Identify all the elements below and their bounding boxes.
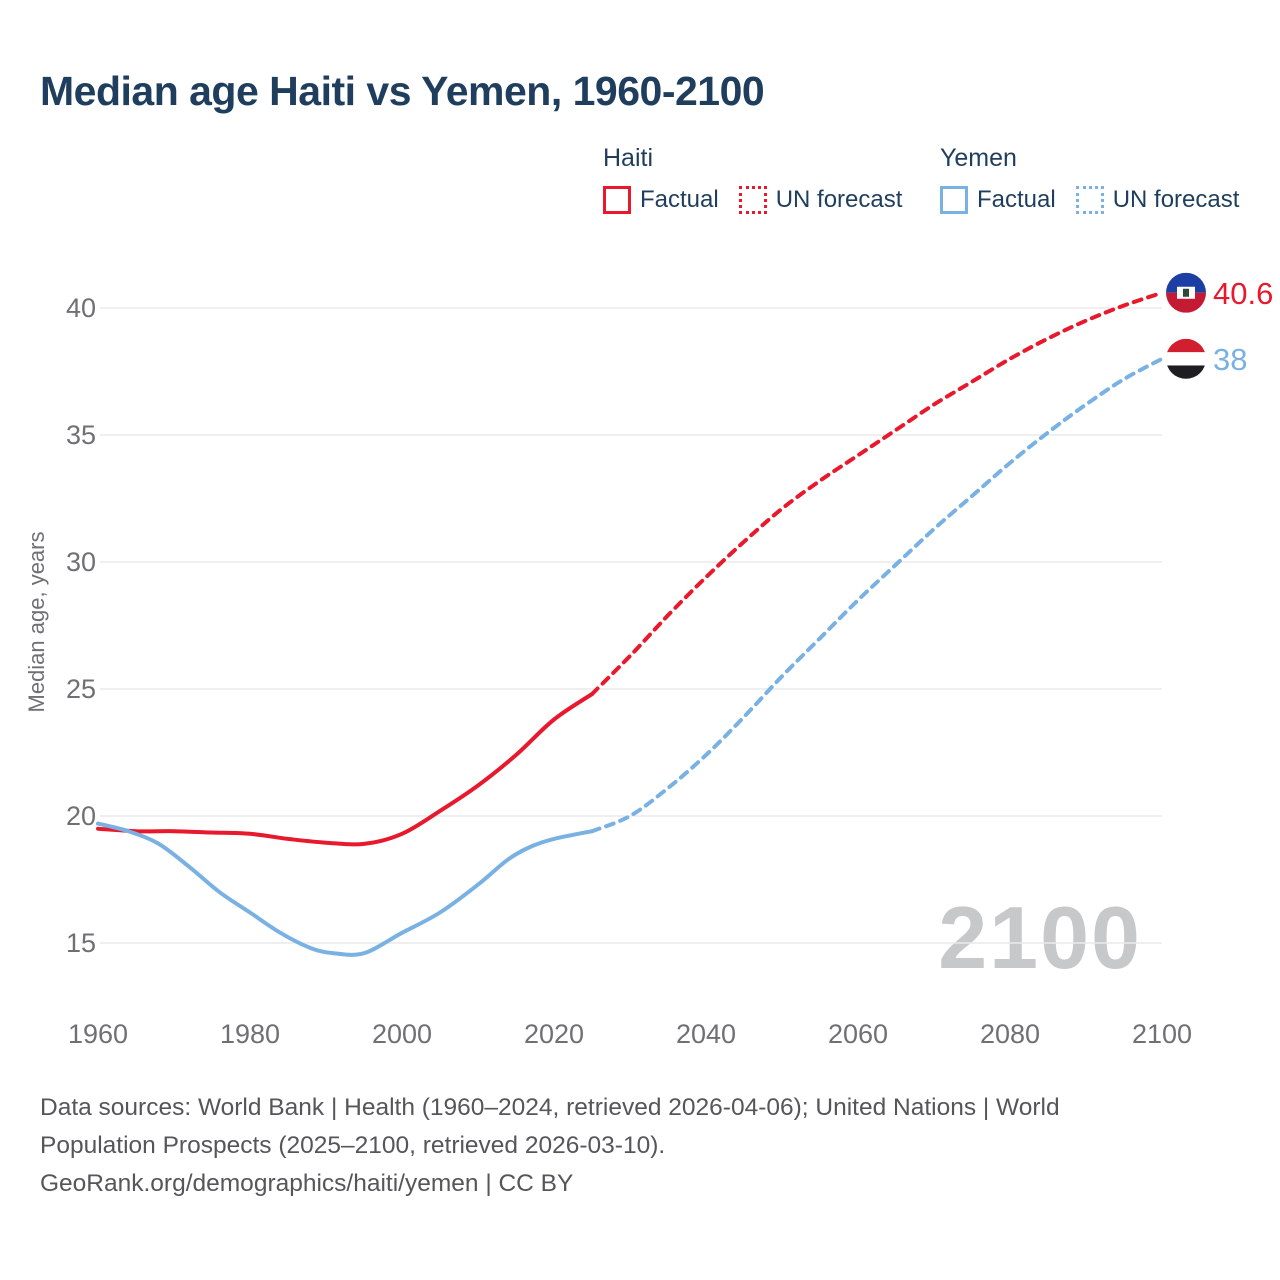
- y-tick-label: 40: [65, 293, 96, 323]
- y-tick-label: 30: [65, 547, 96, 577]
- series-line-haiti-factual: [98, 694, 592, 844]
- x-tick-label: 2020: [523, 1019, 585, 1049]
- series-line-yemen-forecast: [592, 359, 1162, 831]
- yemen-flag-stripe: [1166, 352, 1206, 366]
- yemen-flag-icon: [1166, 339, 1206, 380]
- haiti-flag-icon: [1166, 273, 1206, 313]
- page-title: Median age Haiti vs Yemen, 1960-2100: [40, 68, 765, 114]
- legend-item-label: Factual: [640, 186, 719, 213]
- y-tick-label: 35: [65, 420, 96, 450]
- x-tick-label: 2040: [675, 1019, 737, 1049]
- watermark-year-text: 2100: [938, 888, 1142, 987]
- legend-group-title-haiti: Haiti: [603, 144, 654, 172]
- end-value-label-haiti: 40.6: [1213, 275, 1274, 311]
- y-axis-title: Median age, years: [24, 531, 49, 713]
- y-tick-label: 15: [65, 928, 96, 958]
- legend-item-label: UN forecast: [1112, 186, 1240, 213]
- series-line-haiti-forecast: [592, 293, 1162, 694]
- x-tick-label: 2080: [979, 1019, 1041, 1049]
- data-sources-text: Data sources: World Bank | Health (1960–2024, retrieved 2026-04-06); United Nations | World Population Prospects (2025–2100, retrieved 2026-03-10).: [40, 1094, 1060, 1159]
- x-tick-label: 2100: [1131, 1019, 1193, 1049]
- x-tick-label: 1980: [219, 1019, 281, 1049]
- end-value-label-yemen: 38: [1213, 341, 1248, 377]
- attribution-text: GeoRank.org/demographics/haiti/yemen | CC BY: [40, 1170, 574, 1197]
- legend-group-title-yemen: Yemen: [940, 144, 1017, 172]
- x-tick-label: 1960: [67, 1019, 129, 1049]
- haiti-flag-emblem: [1183, 289, 1189, 297]
- yemen-flag-stripe: [1166, 339, 1206, 353]
- legend-item-label: Factual: [977, 186, 1056, 213]
- y-tick-label: 25: [65, 674, 96, 704]
- footer: [40, 1089, 1170, 1203]
- x-tick-label: 2060: [827, 1019, 889, 1049]
- y-tick-label: 20: [65, 801, 96, 831]
- legend-item-label: UN forecast: [775, 186, 903, 213]
- x-tick-label: 2000: [371, 1019, 433, 1049]
- yemen-flag-stripe: [1166, 365, 1206, 379]
